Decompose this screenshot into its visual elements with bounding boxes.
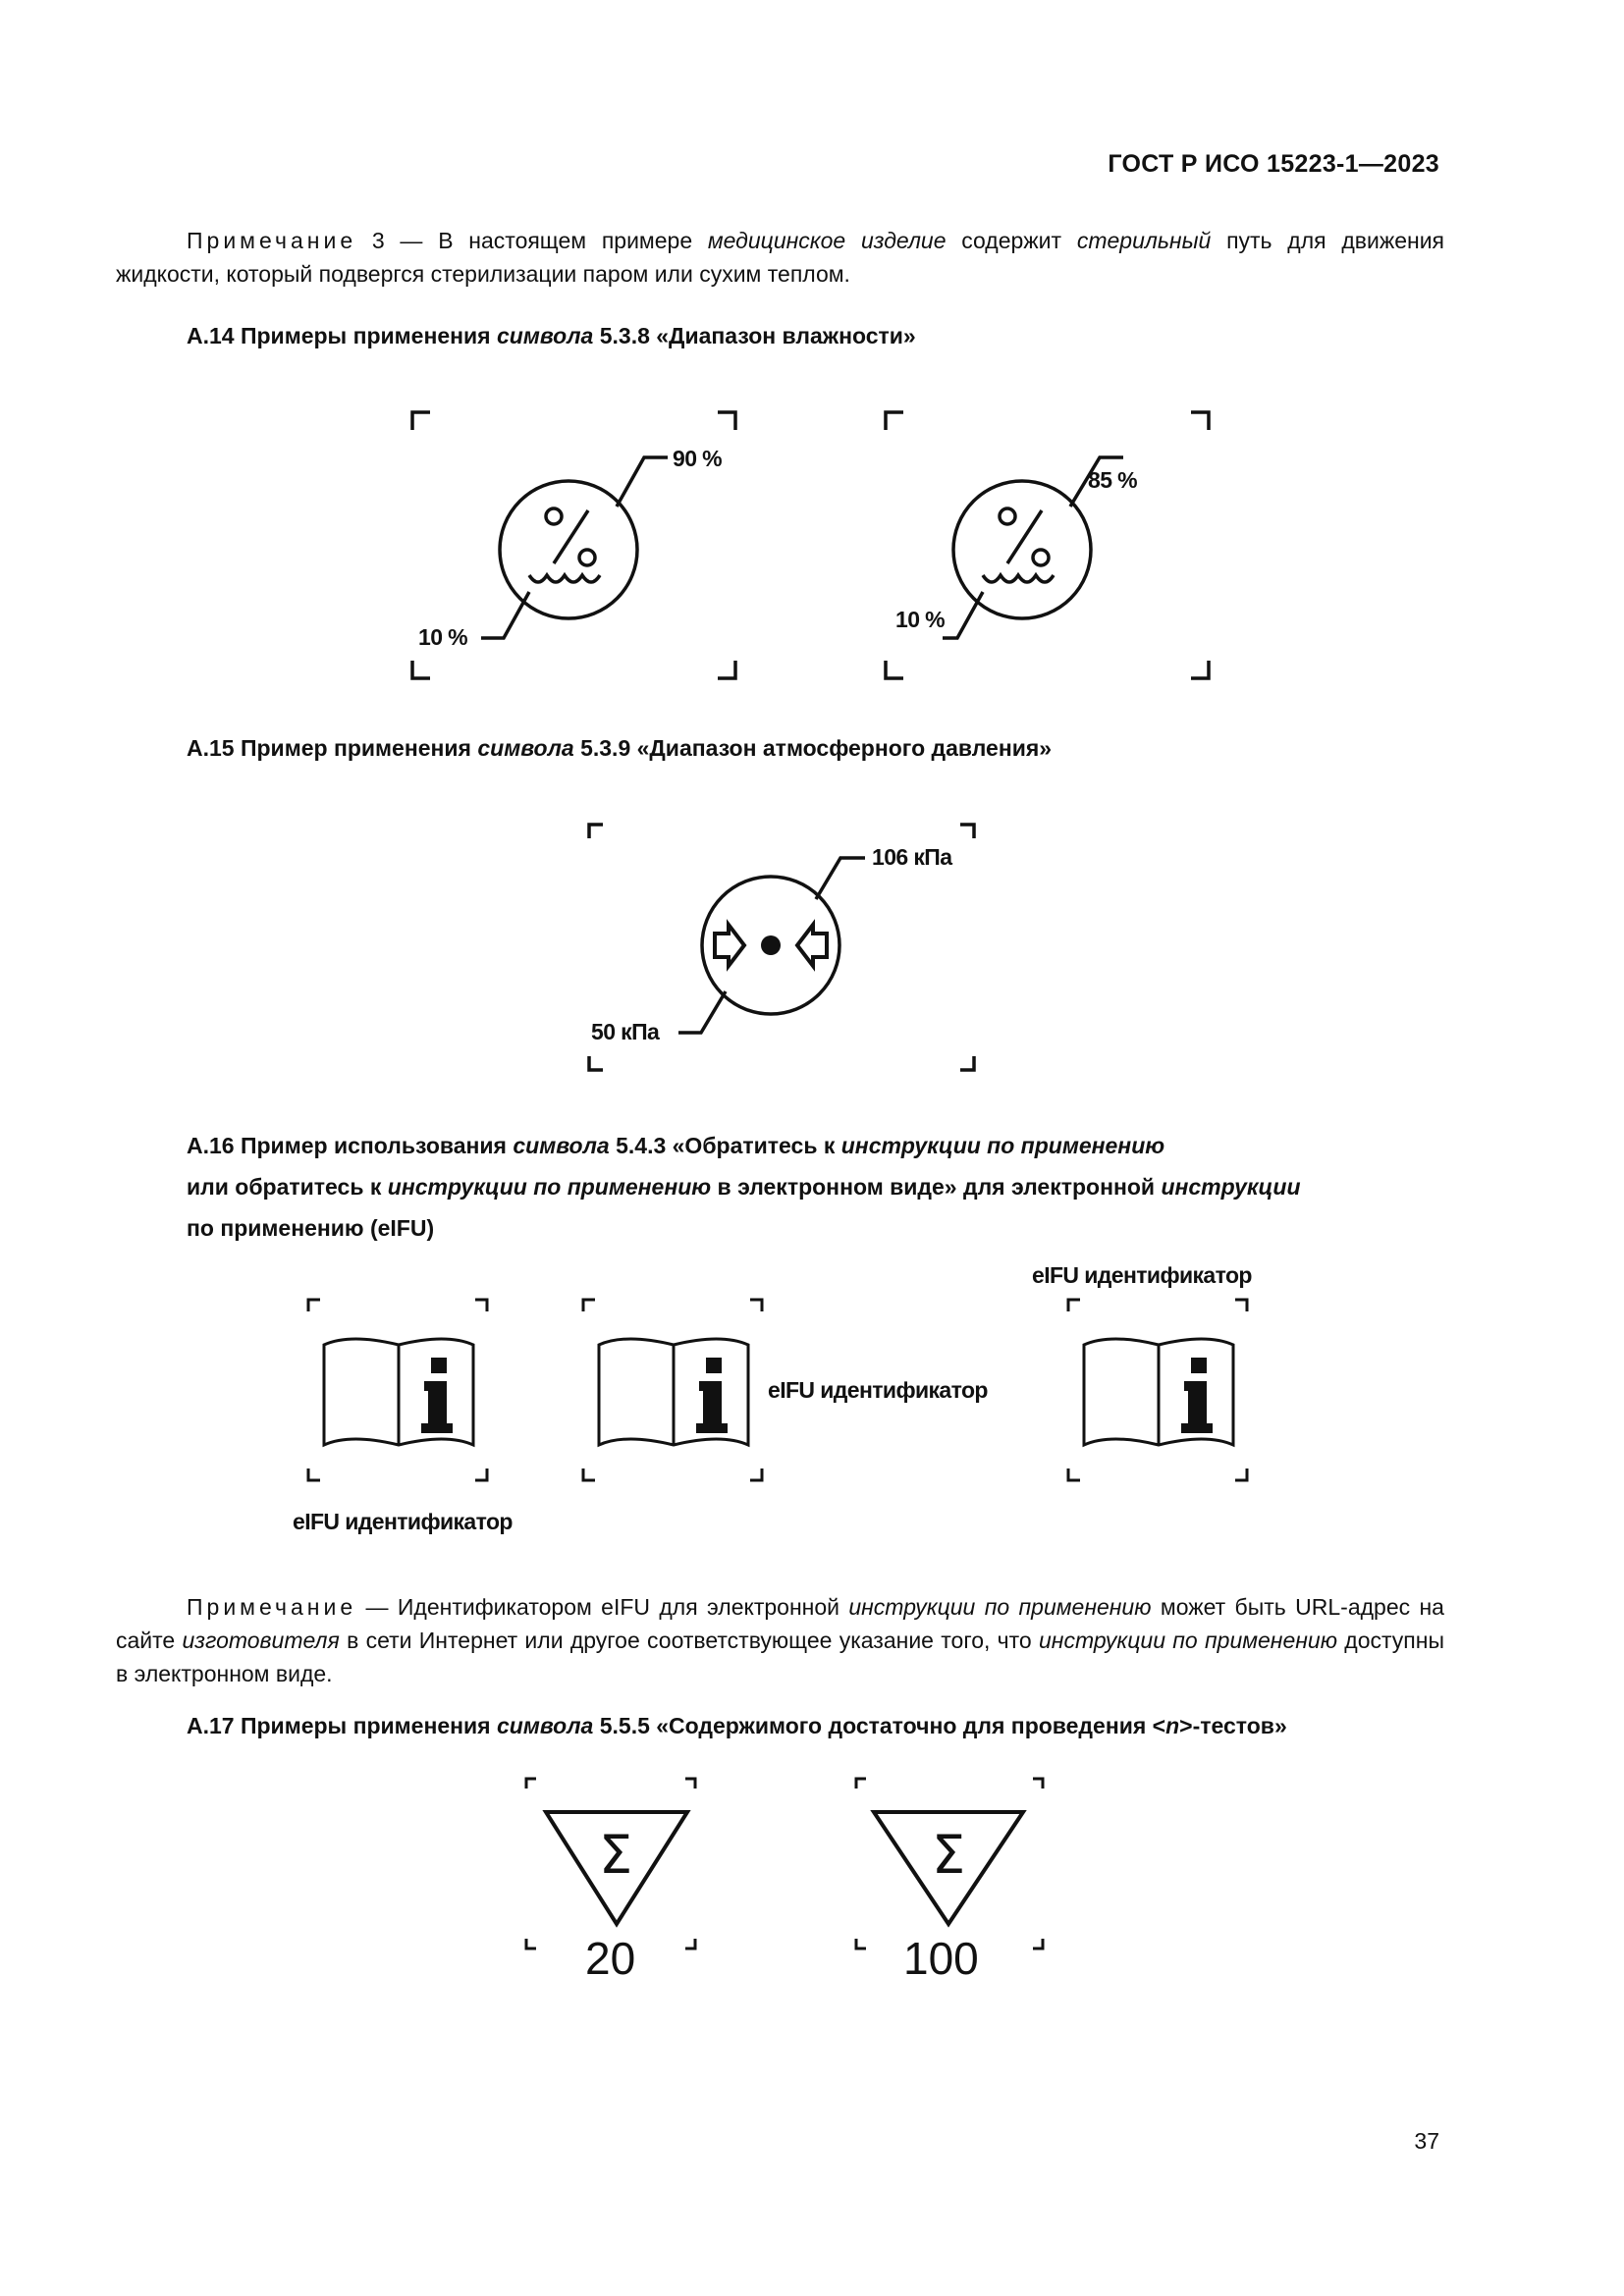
atmospheric-pressure-symbol: [587, 823, 980, 1073]
crop-mark: [886, 412, 903, 430]
crop-mark: [412, 412, 430, 430]
humidity-symbol-icon: [884, 410, 1213, 680]
crop-mark: [589, 825, 603, 838]
crop-mark: [960, 1056, 974, 1070]
eifu-symbol-label-above: [1066, 1298, 1253, 1484]
crop-mark: [856, 1939, 866, 1949]
crop-mark: [718, 412, 735, 430]
humidity-range-symbol-2: [884, 410, 1213, 680]
crop-mark: [475, 1468, 487, 1480]
note-3: Примечание 3 — В настоящем примере медицинское изделие содержит стерильный путь для движения жидкости, который подвергся стерилизации паром или сухим теплом.: [116, 228, 1445, 287]
upper-limit-label: 106 кПа: [872, 844, 952, 870]
sigma-glyph: Σ: [931, 1824, 966, 1886]
crop-mark: [526, 1939, 536, 1949]
crop-mark: [886, 661, 903, 678]
section-a15-heading: А.15 Пример применения символа 5.3.9 «Диапазон атмосферного давления»: [187, 735, 1053, 761]
crop-mark: [960, 825, 974, 838]
crop-mark: [1235, 1468, 1247, 1480]
crop-mark: [750, 1468, 762, 1480]
crop-mark: [526, 1779, 536, 1789]
eifu-identifier-label: eIFU идентификатор: [768, 1377, 988, 1403]
consult-instructions-icon: [581, 1298, 768, 1484]
eifu-symbol-label-below: [306, 1298, 493, 1484]
upper-limit-label: 85 %: [1088, 467, 1138, 493]
lower-limit-label: 10 %: [418, 624, 468, 650]
upper-limit-label: 90 %: [673, 446, 723, 471]
crop-mark: [308, 1468, 320, 1480]
crop-mark: [1191, 661, 1209, 678]
crop-mark: [750, 1300, 762, 1311]
crop-mark: [1191, 412, 1209, 430]
note-label: Примечание: [187, 1594, 357, 1620]
eifu-symbol-label-right: [581, 1298, 768, 1484]
crop-mark: [583, 1300, 595, 1311]
humidity-range-symbol-1: [410, 410, 739, 680]
note-eifu: Примечание — Идентификатором eIFU для электронной инструкции по применению может быть URL-адрес на сайте изготовителя в сети Интернет или другое соответствующее указание того, что инструкции по применению доступны в электронном виде.: [116, 1594, 1444, 1686]
document-header: ГОСТ Р ИСО 15223-1—2023: [1108, 150, 1439, 178]
crop-mark: [1068, 1468, 1080, 1480]
section-a17-heading: А.17 Примеры применения символа 5.5.5 «Содержимого достаточно для проведения <n>-тестов»: [187, 1713, 1287, 1738]
tests-count-symbol-20: [524, 1777, 711, 2002]
lower-limit-label: 10 %: [895, 607, 946, 632]
crop-mark: [1235, 1300, 1247, 1311]
eifu-identifier-label: eIFU идентификатор: [1032, 1262, 1252, 1288]
crop-mark: [1033, 1779, 1043, 1789]
eifu-identifier-label: eIFU идентификатор: [293, 1509, 513, 1534]
crop-mark: [308, 1300, 320, 1311]
section-a14-heading: А.14 Примеры применения символа 5.3.8 «Диапазон влажности»: [187, 323, 916, 348]
crop-mark: [475, 1300, 487, 1311]
crop-mark: [1033, 1939, 1043, 1949]
page-number: 37: [1414, 2128, 1439, 2154]
crop-mark: [589, 1056, 603, 1070]
note-label: Примечание: [187, 228, 357, 253]
section-a16-heading: А.16 Пример использования символа 5.4.3 «Обратитесь к инструкции по применению или обратитесь к инструкции по применению в электронном виде» для электронной инструкции по применению (eIFU): [187, 1133, 1301, 1241]
sigma-glyph: Σ: [598, 1824, 633, 1886]
crop-mark: [856, 1779, 866, 1789]
crop-mark: [412, 661, 430, 678]
crop-mark: [583, 1468, 595, 1480]
test-count-number: 20: [585, 1933, 636, 1984]
consult-instructions-icon: [306, 1298, 493, 1484]
crop-mark: [718, 661, 735, 678]
crop-mark: [685, 1939, 695, 1949]
lower-limit-label: 50 кПа: [591, 1019, 660, 1044]
test-count-number: 100: [903, 1933, 979, 1984]
crop-mark: [1068, 1300, 1080, 1311]
tests-count-symbol-100: [854, 1777, 1041, 2002]
crop-mark: [685, 1779, 695, 1789]
consult-instructions-icon: [1066, 1298, 1253, 1484]
